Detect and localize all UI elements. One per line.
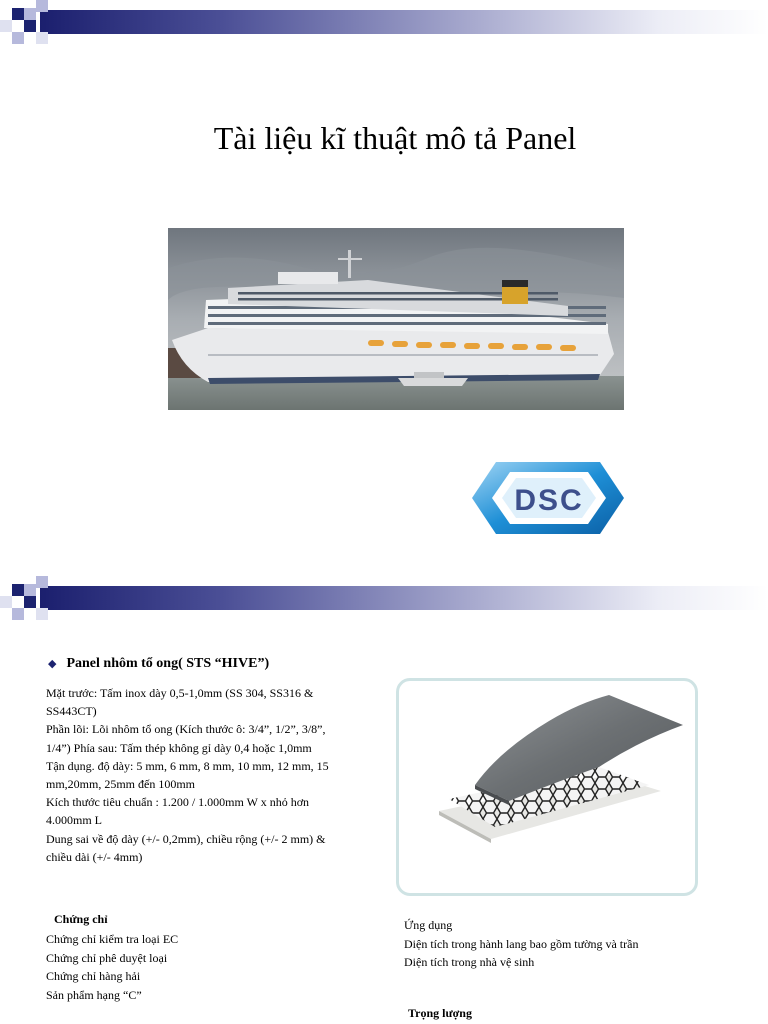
header-gradient-bar — [40, 10, 768, 34]
spec-list — [46, 684, 366, 866]
spec-line: Kích thước tiêu chuẩn : 1.200 / 1.000mm W x nhỏ hơn — [46, 795, 310, 810]
section-heading — [48, 656, 269, 672]
spec-line: Mặt trước: Tấm inox dày 0,5-1,0mm (SS 304, SS316 & — [46, 686, 314, 700]
logo-text: DSC — [514, 484, 584, 517]
list-item: Chứng chỉ hàng hải — [46, 969, 141, 983]
spec-line: Tận dụng. độ dày: 5 mm, 6 mm, 8 mm, 10 mm, 12 mm, 15 — [46, 758, 329, 773]
deco-square — [0, 20, 12, 32]
certificate-list — [46, 930, 178, 1004]
deco-square — [36, 0, 48, 12]
spec-line: 1/4”) Phía sau: Tấm thép không gỉ dày 0,4 hoặc 1,0mm — [46, 740, 312, 755]
list-item: Diện tích trong nhà vệ sinh — [404, 955, 535, 969]
weight-heading: Trọng lượng — [408, 1006, 472, 1020]
certificate-heading: Chứng chỉ — [54, 912, 108, 926]
page-title: Tài liệu kĩ thuật mô tả Panel — [213, 120, 577, 156]
deco-square — [24, 8, 36, 20]
deco-square — [36, 32, 48, 44]
honeycomb-panel-illustration — [396, 678, 698, 896]
deco-square — [12, 8, 24, 20]
deco-square — [24, 596, 36, 608]
list-item: Chứng chỉ phê duyệt loại — [46, 950, 168, 965]
spec-line: Phần lõi: Lõi nhôm tổ ong (Kích thước ô: 3/4”, 1/2”, 3/8”, — [46, 722, 326, 737]
spec-line: SS443CT) — [46, 704, 97, 719]
deco-square — [12, 584, 24, 596]
deco-square — [36, 576, 48, 588]
deco-square — [24, 584, 36, 596]
spec-line: chiều dài (+/- 4mm) — [46, 849, 143, 864]
list-item: Sản phẩm hạng “C” — [46, 987, 142, 1002]
header-decoration — [0, 0, 768, 48]
deco-square — [12, 32, 24, 44]
spec-line: Dung sai về độ dày (+/- 0,2mm), chiều rộng (+/- 2 mm) & — [46, 831, 326, 846]
header-gradient-bar — [40, 586, 768, 610]
deco-square — [24, 20, 36, 32]
deco-square — [0, 596, 12, 608]
application-list — [404, 916, 638, 972]
deco-square — [36, 608, 48, 620]
bullet-diamond-icon: ◆ — [48, 658, 57, 670]
dsc-logo — [468, 458, 628, 538]
spec-line: mm,20mm, 25mm đến 100mm — [46, 777, 195, 792]
cruise-ship-photo — [168, 228, 624, 410]
header-decoration — [0, 576, 768, 624]
spec-line: 4.000mm L — [46, 813, 102, 828]
list-item: Chứng chỉ kiểm tra loại EC — [46, 932, 179, 946]
deco-square — [12, 608, 24, 620]
list-item: Diện tích trong hành lang bao gồm tường và trần — [404, 936, 639, 951]
section-heading-text: Panel nhôm tổ ong( STS “HIVE”) — [66, 656, 270, 671]
list-item: Ứng dụng — [404, 918, 453, 932]
